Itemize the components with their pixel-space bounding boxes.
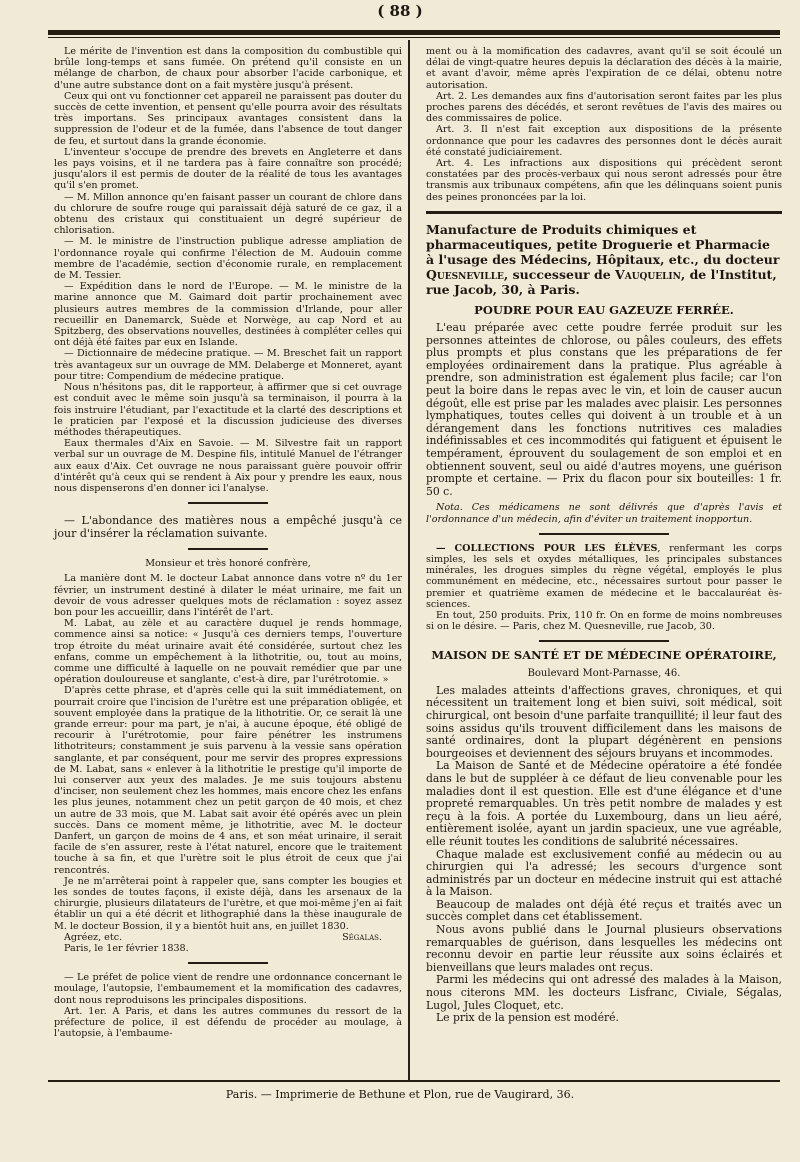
paragraph: Art. 1er. A Paris, et dans les autres communes du ressort de la préfecture de police, il est défendu de procéder au moulage, à l'autopsie, à l'embaume-	[54, 1005, 402, 1040]
paragraph: Art. 2. Les demandes aux fins d'autorisation seront faites par les plus proches parens des décédés, et seront revêtues de l'avis des maires ou des commissaires de police.	[426, 90, 782, 125]
separator	[188, 502, 268, 504]
paragraph: D'après cette phrase, et d'après celle qui la suit immédiatement, on pourrait croire que l'incision de l'urètre est une préparation obligée, et souvent employée dans la pratique de la lithotritie. Or, ce serait là une grande erreur: pour ma part, je n'ai, à aucune époque, été obligé de recourir à l'urétrotomie, pour faire pénétrer les instrumens lithotriteurs; constamment je suis parvenu à la vessie sans opération sanglante, et par conséquent, pour me servir des propres expressions de M. Labat, sans « enlever à la lithotritie le prestige qu'il importe de lui conserver aux yeux des malades. Je me suis toujours abstenu d'inciser, non seulement chez les hommes, mais encore chez les enfans les plus jeunes, notamment chez un petit garçon de 40 mois, et chez un autre de 33 mois, que M. Labat sait avoir été opérés avec un plein succès. Dans ce moment même, je lithotritie, avec M. le docteur Danfert, un garçon de moins de 4 ans, et son méat urinaire, il serait facile de s'en assurer, reste à l'état naturel, encore que le traitement touche à sa fin, et que l'urètre soit le plus étroit de ceux que j'ai rencontrés.	[54, 685, 402, 876]
collections-paragraph	[426, 543, 782, 610]
paragraph: Nous avons publié dans le Journal plusieurs observations remarquables de guérison, dans lesquelles les médecins ont reconnu devoir en partie leur réussite aux soins éclairés et bienveillans que leurs malades ont reçus.	[426, 923, 782, 974]
separator	[188, 548, 268, 550]
footer-rule	[48, 1080, 780, 1082]
page-number: ( 88 )	[377, 2, 423, 20]
ad-name: Vauquelin	[615, 266, 681, 282]
paragraph: Art. 4. Les infractions aux dispositions qui précèdent seront constatées par des procès-verbaux qui nous seront adressés pour être transmis aux tribunaux compétens, afin que les délinquans soient punis des peines prononcées par la loi.	[426, 158, 782, 203]
section-rule	[426, 211, 782, 214]
collections-text: , renfermant les corps simples, les sels et oxydes métalliques, les principales substances minérales, les drogues simples du règne végétal, employés le plus communément en médecine, etc., nécessaires surtout pour passer le premier et quatrième examen de médecine et le baccalauréat ès-sciences.	[426, 542, 782, 610]
salutation: Monsieur et très honoré confrère,	[145, 558, 311, 570]
header-rule	[48, 30, 780, 35]
maison-heading: MAISON DE SANTÉ ET DE MÉDECINE OPÉRATOIRE,	[431, 648, 777, 663]
poudre-heading: POUDRE POUR EAU GAZEUZE FERRÉE.	[474, 302, 734, 317]
paragraph: Ceux qui ont vu fonctionner cet appareil ne paraissent pas douter du succès de cette invention, et pensent qu'elle pourra avoir des résultats très importans. Ses principaux avantages consistent dans la suppression de l'odeur et de la fumée, dans l'absence de tout danger de feu, et surtout dans la grande économie.	[54, 90, 402, 147]
reclamation-intro: — L'abondance des matières nous a empêché jusqu'à ce jour d'insérer la réclamation suivante.	[54, 514, 402, 541]
paragraph: L'inventeur s'occupe de prendre des brevets en Angleterre et dans les pays voisins, et il ne tardera pas à faire connaître son procédé; jusqu'alors il est permis de douter de la réalité de tous les avantages qu'il s'en promet.	[54, 146, 402, 192]
nota: Nota. Ces médicamens ne sont délivrés que d'après l'avis et l'ordonnance d'un médecin, afin d'éviter un traitement inopportun.	[426, 502, 782, 525]
advertisement-title	[426, 222, 782, 297]
paragraph: — M. Millon annonce qu'en faisant passer un courant de chlore dans du chlorure de soufre rouge qui paraissait déjà saturé de ce gaz, il a obtenu des cristaux qui constituaient un degré supérieur de chlorisation.	[54, 191, 402, 237]
paragraph: Art. 3. Il n'est fait exception aux dispositions de la présente ordonnance que pour les cadavres des personnes dont le décès aurait été constaté judiciairement.	[426, 124, 782, 158]
paragraph: Eaux thermales d'Aix en Savoie. — M. Silvestre fait un rapport verbal sur un ouvrage de M. Despine fils, intitulé Manuel de l'étranger aux eaux d'Aix. Cet ouvrage ne nous paraissant guère pouvoir offrir d'intérêt qu'à ceux qui se rendent à Aix pour y prendre les eaux, nous nous dispenserons d'en donner ici l'analyse.	[54, 438, 402, 494]
ad-title-text: , de l'Institut, rue Jacob, 30, à Paris.	[426, 266, 777, 297]
ad-title-text: Manufacture de Produits chimiques et pharmaceutiques, petite Droguerie et Pharmacie à l'usage des Médecins, Hôpitaux, etc., du docteur	[426, 221, 780, 267]
paragraph: Beaucoup de malades ont déjà été reçus et traités avec un succès complet dans cet établissement.	[426, 897, 782, 924]
date-line: Paris, le 1er février 1838.	[64, 943, 189, 955]
paragraph: Le prix de la pension est modéré.	[436, 1011, 619, 1025]
paragraph: — Dictionnaire de médecine pratique. — M. Breschet fait un rapport très avantageux sur un ouvrage de MM. Delaberge et Monneret, ayant pour titre: Compendium de médecine pratique.	[54, 348, 402, 382]
paragraph: ment ou à la momification des cadavres, avant qu'il se soit écoulé un délai de vingt-quatre heures depuis la déclaration des décès à la mairie, et avant d'avoir, même après l'expiration de ce délai, obtenu notre autorisation.	[426, 46, 782, 91]
separator	[188, 962, 268, 964]
collections-heading: — COLLECTIONS POUR LES ÉLÈVES	[436, 542, 658, 554]
paragraph: — M. le ministre de l'instruction publique adresse ampliation de l'ordonnance royale qui confirme l'élection de M. Audouin comme membre de l'académie, section d'économie rurale, en remplacement de M. Tessier.	[54, 236, 402, 282]
ad-name: Quesneville	[426, 266, 504, 282]
left-column	[54, 46, 402, 1039]
paragraph: L'eau préparée avec cette poudre ferrée produit sur les personnes atteintes de chlorose, ou pâles couleurs, des effets plus prompts et plus constans que les préparations de fer employées ordinairement dans la pratique. Plus agréable à prendre, son administration est également plus facile; car l'on peut la boire dans le repas avec le vin, et loin de causer aucun dégoût, elle est prise par les malades avec plaisir. Les personnes lymphatiques, toutes celles qui doivent à un trouble et à un dérangement dans les fonctions nutritives ces maladies indéfinissables et ces incommodités qui fatiguent et épuisent le tempérament, éprouvent du soulagement de son emploi et en obtiennent souvent, seul ou aidé d'autres moyens, une guérison prompte et certaine. — Prix du flacon pour six bouteilles: 1 fr. 50 c.	[426, 321, 782, 498]
signature-line	[54, 932, 402, 943]
printer-footer: Paris. — Imprimerie de Bethune et Plon, rue de Vaugirard, 36.	[225, 1088, 575, 1101]
paragraph: Chaque malade est exclusivement confié au médecin ou au chirurgien qui l'a adressé; les secours d'urgence sont administrés par un docteur en médecine instruit qui est attaché à la Maison.	[426, 847, 782, 899]
maison-address: Boulevard Mont-Parnasse, 46.	[527, 667, 681, 679]
paragraph: Parmi les médecins qui ont adressé des malades à la Maison, nous citerons MM. les docteurs Lisfranc, Civiale, Ségalas, Lugol, Jules Cloquet, etc.	[426, 973, 782, 1012]
paragraph: La manière dont M. le docteur Labat annonce dans votre nº du 1er février, un instrument destiné à dilater le méat urinaire, me fait un devoir de vous adresser quelques mots de réclamation : soyez assez bon pour les accueillir, dans l'intérêt de l'art.	[54, 573, 402, 618]
paragraph: La Maison de Santé et de Médecine opératoire a été fondée dans le but de suppléer à ce défaut de lieu convenable pour les maladies dont il est question. Elle est d'une élégance et d'une propreté remarquables. Un très petit nombre de malades y est reçu à la fois. A portée du Luxembourg, dans un lieu aéré, entièrement isolée, ayant un jardin spacieux, une vue agréable, elle réunit toutes les conditions de salubrité nécessaires.	[426, 759, 782, 848]
separator	[539, 533, 669, 535]
paragraph: En tout, 250 produits. Prix, 110 fr. On en forme de moins nombreuses si on le désire. — Paris, chez M. Quesneville, rue Jacob, 30.	[426, 609, 782, 633]
paragraph: Je ne m'arrêterai point à rappeler que, sans compter les bougies et les sondes de toutes façons, il existe déjà, dans les arsenaux de la chirurgie, plusieurs dilatateurs de l'urètre, et que moi-même j'en ai fait établir un qui a été décrit et lithographié dans la thèse inaugurale de M. le docteur Bossion, il y a bientôt huit ans, en juillet 1830.	[54, 875, 402, 932]
paragraph: M. Labat, au zèle et au caractère duquel je rends hommage, commence ainsi sa notice: « Jusqu'à ces derniers temps, l'ouverture trop étroite du méat urinaire avait été considérée, surtout chez les enfans, comme un empêchement à la lithotritie, ou, tout au moins, comme une difficulté à laquelle on ne pouvait remédier que par une opération douloureuse et sanglante, c'est-à dire, par l'urétrotomie. »	[54, 618, 402, 686]
paragraph: — Expédition dans le nord de l'Europe. — M. le ministre de la marine annonce que M. Gaimard doit partir prochainement avec plusieurs autres membres de la commission d'Irlande, pour aller recueillir en Danemarck, Suède et Norwège, au cap Nord et au Spitzberg, des observations nouvelles, destinées à compléter celles qui ont déjà été faites par eux en Islande.	[54, 281, 402, 349]
paragraph: Le mérite de l'invention est dans la composition du combustible qui brûle long-temps et sans fumée. On prétend qu'il consiste en un mélange de charbon, de chaux pour absorber l'acide carbonique, et d'une autre substance dont on a fait mystère jusqu'à présent.	[54, 46, 402, 91]
ad-title-text: , successeur de	[503, 266, 616, 282]
closing: Agréez, etc.	[64, 931, 123, 943]
paragraph: Les malades atteints d'affections graves, chroniques, et qui nécessitent un traitement long et bien suivi, soit médical, soit chirurgical, ont besoin d'une parfaite tranquillité; il leur faut des soins assidus qu'ils trouvent difficilement dans les maisons de santé ordinaires, dont la plupart dégénèrent en pensions bourgeoises et deviennent des séjours bruyans et incommodes.	[426, 683, 782, 760]
paragraph: — Le préfet de police vient de rendre une ordonnance concernant le moulage, l'autopsie, l'embaumement et la momification des cadavres, dont nous reproduisons les principales dispositions.	[54, 972, 402, 1006]
header-rule-thin	[48, 37, 780, 38]
separator	[539, 640, 669, 642]
signature: Ségalas.	[342, 931, 382, 943]
column-divider	[408, 40, 410, 1080]
paragraph: Nous n'hésitons pas, dit le rapporteur, à affirmer que si cet ouvrage est conduit avec le même soin jusqu'à sa terminaison, il pourra à la fois instruire l'étudiant, par l'exactitude et la clarté des descriptions et le praticien par l'exposé et la discussion judicieuse des diverses méthodes thérapeutiques.	[54, 382, 402, 438]
right-column	[426, 46, 782, 1025]
